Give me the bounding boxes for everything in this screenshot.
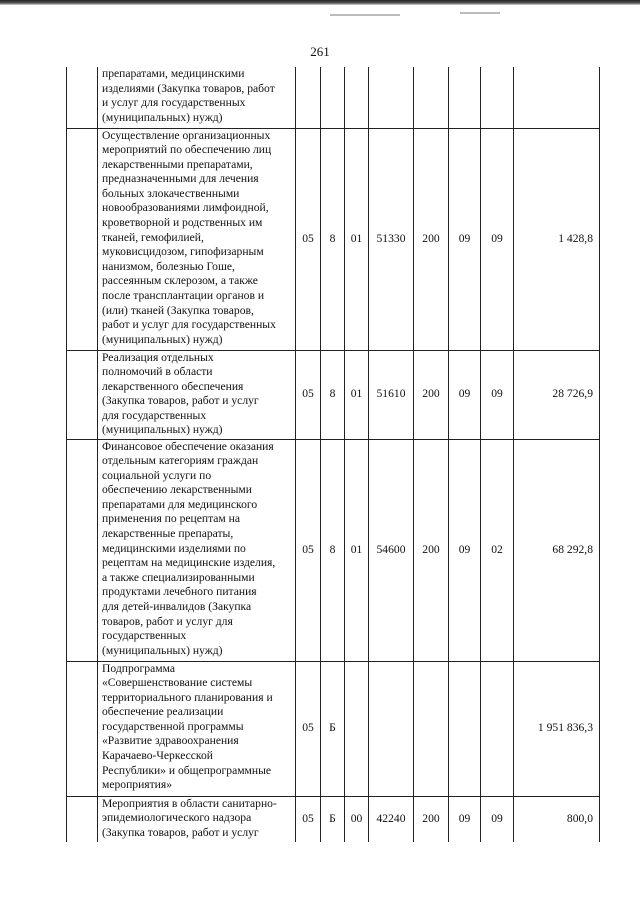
code-cell (449, 67, 481, 128)
code-cell: 42240 (369, 796, 414, 842)
code-cell (481, 67, 514, 128)
code-cell: 09 (481, 350, 514, 439)
budget-table (66, 67, 600, 842)
blank-cell (67, 350, 98, 439)
blank-cell (67, 439, 98, 661)
description-cell: Мероприятия в области санитарно- эпидемиологического надзора (Закупка товаров, работ и услуг (98, 796, 296, 842)
table-row (67, 796, 600, 842)
table-row (67, 67, 600, 128)
description-cell: препаратами, медицинскими изделиями (Закупка товаров, работ и услуг для государственных (муниципальных) нужд) (98, 67, 296, 128)
code-cell (345, 67, 369, 128)
scan-top-edge (0, 0, 640, 5)
code-cell: 51330 (369, 128, 414, 350)
code-cell (449, 661, 481, 796)
blank-cell (67, 67, 98, 128)
code-cell: 200 (414, 128, 449, 350)
code-cell: 05 (296, 128, 321, 350)
code-cell (369, 67, 414, 128)
table-row (67, 661, 600, 796)
scan-speck (460, 12, 500, 14)
code-cell (414, 661, 449, 796)
amount-cell: 1 951 836,3 (514, 661, 600, 796)
code-cell: 200 (414, 350, 449, 439)
code-cell: 200 (414, 439, 449, 661)
code-cell (296, 67, 321, 128)
code-cell: 05 (296, 439, 321, 661)
code-cell: 54600 (369, 439, 414, 661)
code-cell: 05 (296, 350, 321, 439)
code-cell (414, 67, 449, 128)
page-number: 261 (310, 44, 330, 59)
scan-speck (330, 14, 400, 16)
code-cell (369, 661, 414, 796)
code-cell: 09 (481, 796, 514, 842)
code-cell: 51610 (369, 350, 414, 439)
code-cell: 09 (449, 796, 481, 842)
code-cell: 05 (296, 661, 321, 796)
description-cell: Финансовое обеспечение оказания отдельным категориям граждан социальной услуги по обеспечению лекарственными препаратами для медицинского применения по рецептам на лекарственные препараты, медицинскими изделиями по рецептам на медицинские изделия, а также специализированными продуктами лечебного питания для детей-инвалидов (Закупка товаров, работ и услуг для государственных (муниципальных) нужд) (98, 439, 296, 661)
code-cell: 200 (414, 796, 449, 842)
code-cell: 09 (449, 439, 481, 661)
code-cell: Б (321, 661, 345, 796)
table-row (67, 128, 600, 350)
amount-cell: 1 428,8 (514, 128, 600, 350)
code-cell: 8 (321, 439, 345, 661)
code-cell (481, 661, 514, 796)
code-cell (345, 661, 369, 796)
description-cell: Подпрограмма «Совершенствование системы территориального планирования и обеспечение реализации государственной программы «Развитие здравоохранения Карачаево-Черкесской Республики» и общепрограммные мероприятия» (98, 661, 296, 796)
code-cell: 05 (296, 796, 321, 842)
code-cell: 02 (481, 439, 514, 661)
code-cell: 09 (481, 128, 514, 350)
code-cell: 01 (345, 439, 369, 661)
description-cell: Осуществление организационных мероприятий по обеспечению лиц лекарственными препаратами, предназначенными для лечения больных злокачественными новообразованиями лимфоидной, кроветворной и родственных им тканей, гемофилией, муковисцидозом, гипофизарным нанизмом, болезнью Гоше, рассеянным склерозом, а также после трансплантации органов и (или) тканей (Закупка товаров, работ и услуг для государственных (муниципальных) нужд) (98, 128, 296, 350)
code-cell: 01 (345, 128, 369, 350)
code-cell: Б (321, 796, 345, 842)
amount-cell: 68 292,8 (514, 439, 600, 661)
blank-cell (67, 661, 98, 796)
code-cell: 8 (321, 350, 345, 439)
blank-cell (67, 128, 98, 350)
description-cell: Реализация отдельных полномочий в области лекарственного обеспечения (Закупка товаров, работ и услуг для государственных (муниципальных) нужд) (98, 350, 296, 439)
code-cell: 00 (345, 796, 369, 842)
table-row (67, 439, 600, 661)
code-cell (321, 67, 345, 128)
amount-cell: 28 726,9 (514, 350, 600, 439)
code-cell: 09 (449, 350, 481, 439)
table-row (67, 350, 600, 439)
amount-cell (514, 67, 600, 128)
code-cell: 8 (321, 128, 345, 350)
amount-cell: 800,0 (514, 796, 600, 842)
blank-cell (67, 796, 98, 842)
code-cell: 09 (449, 128, 481, 350)
code-cell: 01 (345, 350, 369, 439)
